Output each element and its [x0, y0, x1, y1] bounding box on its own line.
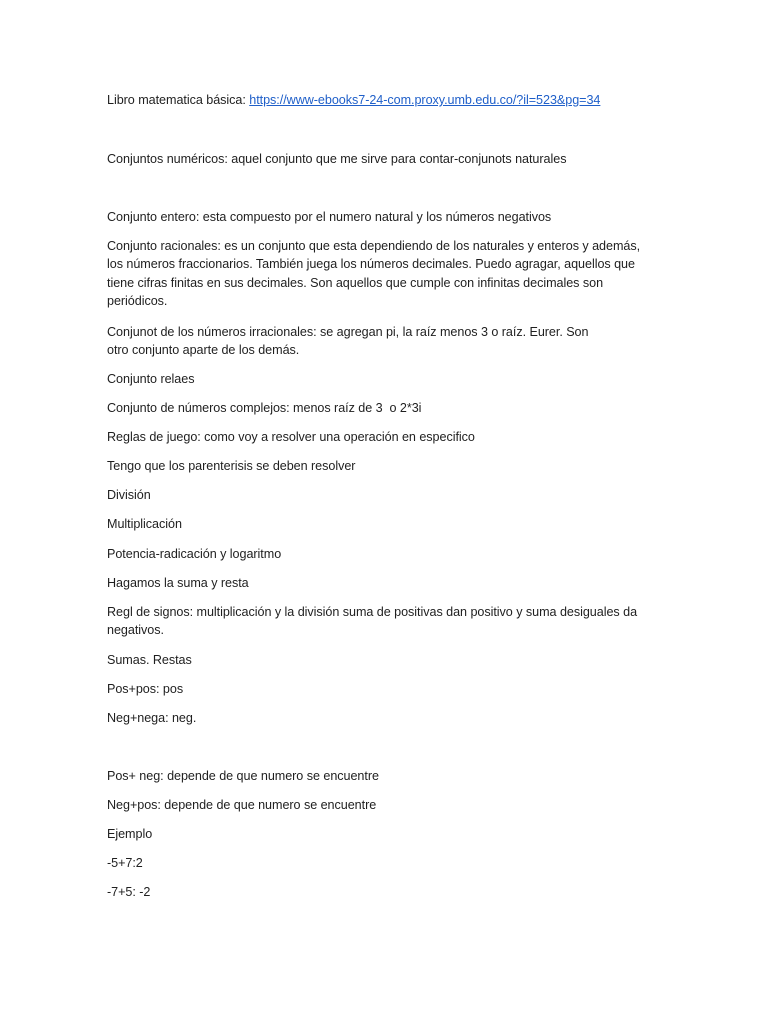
source-label: Libro matematica básica:	[107, 93, 250, 107]
paragraph-irracionales: Conjunot de los números irracionales: se agregan pi, la raíz menos 3 o raíz. Eurer. Son otro conjunto aparte de los demás.	[107, 325, 589, 358]
paragraph-reglas-de-juego: Reglas de juego: como voy a resolver una operación en especifico	[107, 430, 475, 444]
paragraph-ejemplo: Ejemplo	[107, 827, 153, 841]
paragraph-multiplicacion: Multiplicación	[107, 517, 182, 531]
paragraph-sumas-restas: Sumas. Restas	[107, 653, 192, 667]
paragraph-potencia: Potencia-radicación y logaritmo	[107, 547, 282, 561]
paragraph-conjunto-relaes: Conjunto relaes	[107, 372, 195, 386]
paragraph-parentesis: Tengo que los parenterisis se deben resolver	[107, 459, 356, 473]
paragraph-pos-neg: Pos+ neg: depende de que numero se encuentre	[107, 769, 379, 783]
source-link-line	[107, 91, 667, 109]
paragraph-neg-neg: Neg+nega: neg.	[107, 711, 197, 725]
source-url-link[interactable]: https://www-ebooks7-24-com.proxy.umb.edu.co/?il=523&pg=34	[249, 93, 601, 107]
paragraph-complejos: Conjunto de números complejos: menos raíz de 3 o 2*3i	[107, 401, 422, 415]
paragraph-conjuntos-numericos: Conjuntos numéricos: aquel conjunto que me sirve para contar-conjunots naturales	[107, 152, 567, 166]
paragraph-suma-resta: Hagamos la suma y resta	[107, 576, 249, 590]
paragraph-neg-pos: Neg+pos: depende de que numero se encuentre	[107, 798, 377, 812]
paragraph-example-1: -5+7:2	[107, 856, 143, 870]
paragraph-conjunto-racionales: Conjunto racionales: es un conjunto que esta dependiendo de los naturales y enteros y además, los números fraccionarios. También juega los números decimales. Puedo agragar, aquellos que tiene cifras finitas en sus decimales. Son aquellos que cumple con infinitas decimales son periódicos.	[107, 239, 641, 308]
paragraph-pos-pos: Pos+pos: pos	[107, 682, 184, 696]
paragraph-example-2: -7+5: -2	[107, 885, 151, 899]
paragraph-division: División	[107, 488, 151, 502]
paragraph-regla-signos: Regl de signos: multiplicación y la división suma de positivas dan positivo y suma desiguales da negativos.	[107, 605, 638, 638]
paragraph-conjunto-entero: Conjunto entero: esta compuesto por el numero natural y los números negativos	[107, 210, 552, 224]
